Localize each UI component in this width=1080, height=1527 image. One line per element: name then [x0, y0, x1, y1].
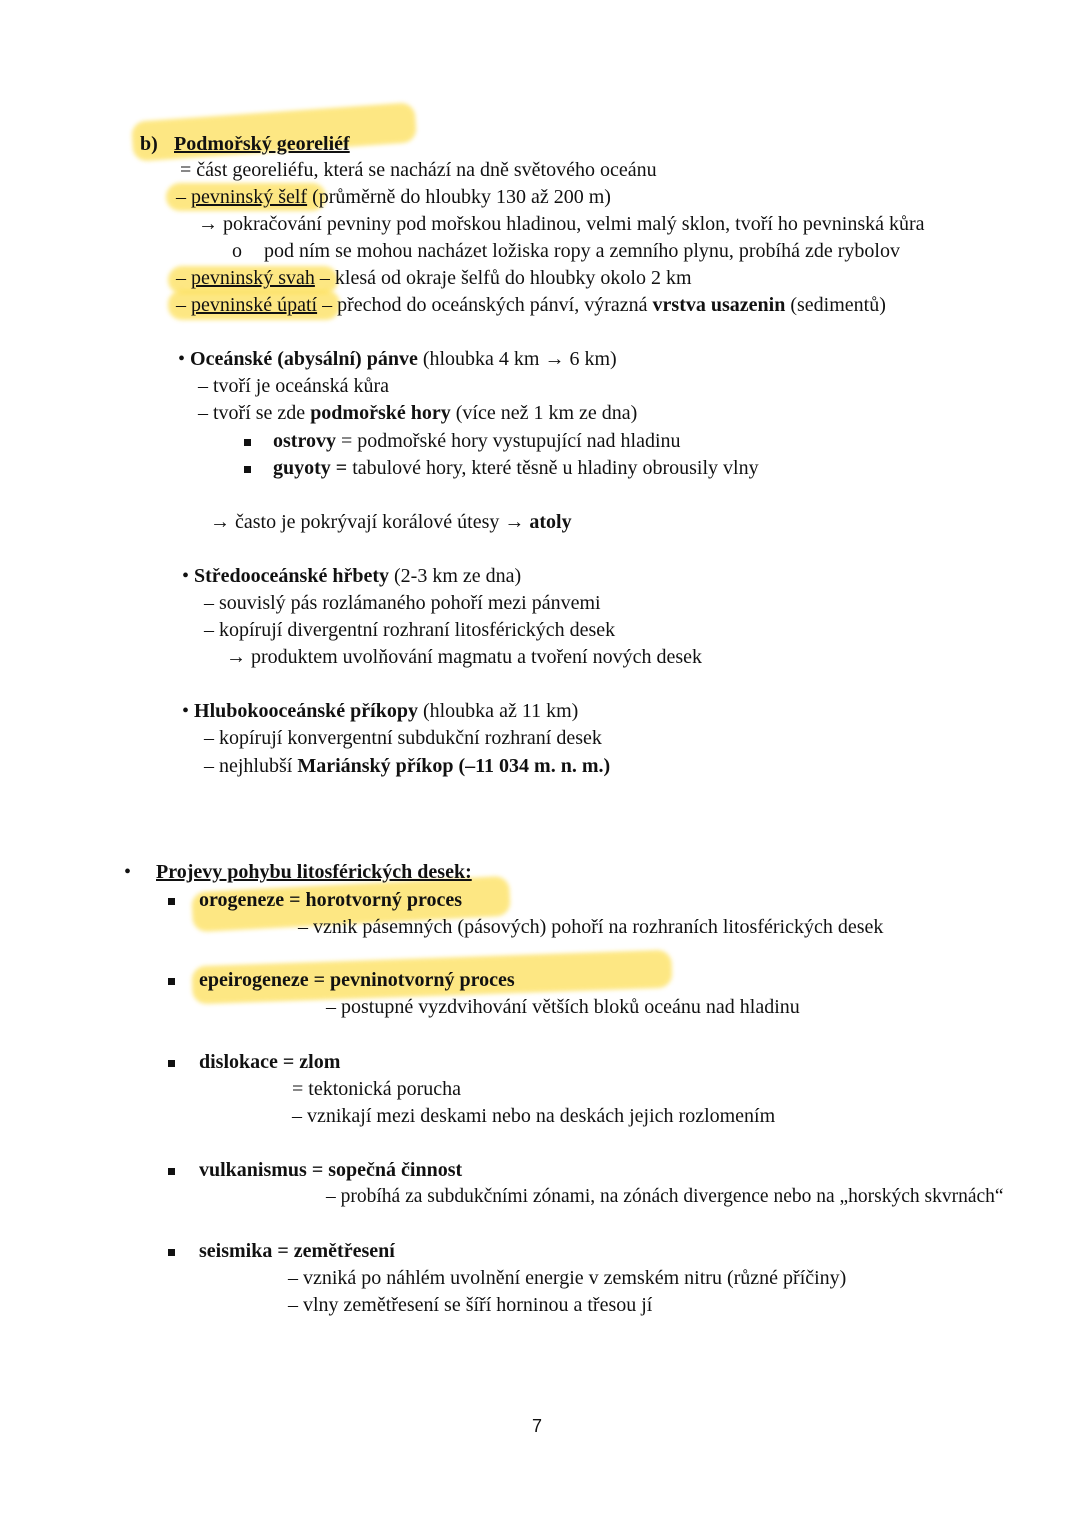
page-number: 7	[532, 1416, 543, 1436]
epeirogeny-line	[168, 968, 515, 992]
plates-bullet: •	[124, 861, 132, 883]
shelf-desc: → pokračování pevniny pod mořskou hladinou, velmi malý sklon, tvoří ho pevninská kůra	[198, 213, 925, 235]
orogeny-line	[168, 888, 462, 912]
volcanism-term: vulkanismus = sopečná činnost	[199, 1159, 463, 1181]
islands-line	[244, 429, 681, 453]
orogeny-term: orogeneze = horotvorný proces	[199, 889, 463, 911]
ridges-line1: – souvislý pás rozlámaného pohoří mezi pánvemi	[204, 592, 601, 614]
rise-end: (sedimentů)	[790, 294, 886, 316]
slope-line: – pevninský svah – klesá od okraje šelfů do hloubky okolo 2 km	[176, 267, 692, 289]
seismic-line	[168, 1239, 395, 1263]
rise-term: pevninské úpatí	[191, 294, 318, 316]
ridges-heading: • Středooceánské hřbety (2-3 km ze dna)	[182, 565, 522, 587]
trenches-line1: – kopírují konvergentní subdukční rozhraní desek	[204, 727, 602, 749]
guyots-desc: tabulové hory, které těsně u hladiny obrousily vlny	[352, 457, 759, 479]
dislocation-line	[168, 1050, 340, 1074]
square-bullet-icon	[244, 439, 251, 446]
basins-line1: – tvoří je oceánská kůra	[198, 375, 390, 397]
islands-term: ostrovy	[273, 430, 336, 452]
volcanism-line	[168, 1158, 462, 1182]
basins-line2	[198, 401, 637, 425]
trenches-line2	[204, 754, 610, 778]
square-bullet-icon	[168, 898, 175, 905]
slope-term: pevninský svah	[191, 267, 315, 289]
ridges-line2: – kopírují divergentní rozhraní litosférických desek	[204, 619, 616, 641]
guyots-line	[244, 456, 759, 480]
epeirogeny-term: epeirogeneze = pevninotvorný proces	[199, 969, 515, 991]
seismic-d1: – vzniká po náhlém uvolnění energie v zemském nitru (různé příčiny)	[288, 1267, 847, 1289]
square-bullet-icon	[168, 1168, 175, 1175]
slope-desc: klesá od okraje šelfů do hloubky okolo 2 km	[334, 267, 692, 289]
dislocation-d2: – vznikají mezi deskami nebo na deskách jejich rozlomením	[292, 1105, 776, 1127]
shelf-term: pevninský šelf	[191, 186, 308, 208]
basins-heading: • Oceánské (abysální) pánve (hloubka 4 km → 6 km)	[178, 348, 617, 370]
atolls-b: atoly	[529, 511, 572, 533]
seismic-d2: – vlny zemětřesení se šíří horninou a třesou jí	[288, 1294, 653, 1316]
orogeny-desc: – vznik pásemných (pásových) pohoří na rozhraních litosférických desek	[298, 916, 884, 938]
ridges-line3: → produktem uvolňování magmatu a tvoření nových desek	[226, 646, 703, 668]
shelf-line: – pevninský šelf (průměrně do hloubky 130 až 200 m)	[176, 186, 611, 208]
basins-l2a: – tvoří se zde	[198, 402, 306, 424]
rise-bold: vrstva usazenin	[652, 294, 786, 316]
square-bullet-icon	[168, 1249, 175, 1256]
shelf-sub: pod ním se mohou nacházet ložiska ropy a zemního plynu, probíhá zde rybolov	[264, 240, 900, 262]
square-bullet-icon	[168, 1060, 175, 1067]
dislocation-d1: = tektonická porucha	[292, 1078, 461, 1100]
basins-l2b: podmořské hory	[310, 402, 451, 424]
shelf-depth: (průměrně do hloubky 130 až 200 m)	[312, 186, 611, 208]
atolls-a: → často je pokrývají korálové útesy →	[210, 511, 525, 533]
trenches-l2a: – nejhlubší	[204, 755, 293, 777]
dislocation-term: dislokace = zlom	[199, 1051, 341, 1073]
basins-title: Oceánské (abysální) pánve	[190, 348, 418, 370]
epeirogeny-desc: – postupné vyzdvihování větších bloků oceánu nad hladinu	[326, 996, 800, 1018]
definition: = část georeliéfu, která se nachází na dně světového oceánu	[180, 159, 657, 181]
trenches-heading: • Hlubokooceánské příkopy (hloubka až 11 km)	[182, 700, 579, 722]
basins-depth: (hloubka 4 km → 6 km)	[422, 348, 617, 370]
basins-l2c: (více než 1 km ze dna)	[455, 402, 638, 424]
islands-desc: = podmořské hory vystupující nad hladinu	[340, 430, 681, 452]
shelf-bullet: o	[232, 240, 242, 262]
section-label: b)	[140, 133, 158, 155]
ridges-title: Středooceánské hřbety	[194, 565, 389, 587]
plates-title: Projevy pohybu litosférických desek:	[156, 861, 472, 883]
section-title: Podmořský georeliéf	[174, 133, 350, 155]
atolls-line	[210, 510, 572, 534]
square-bullet-icon	[168, 978, 175, 985]
seismic-term: seismika = zemětřesení	[199, 1240, 395, 1262]
trenches-title: Hlubokooceánské příkopy	[194, 700, 418, 722]
rise-line: – pevninské úpatí – přechod do oceánských pánví, výrazná vrstva usazenin (sedimentů)	[176, 294, 886, 316]
volcanism-desc: – probíhá za subdukčními zónami, na zónách divergence nebo na „horských skvrnách“	[326, 1186, 1004, 1207]
guyots-term: guyoty =	[273, 457, 348, 479]
trenches-l2b: Mariánský příkop (–11 034 m. n. m.)	[297, 755, 611, 777]
ridges-depth: (2-3 km ze dna)	[394, 565, 522, 587]
rise-desc: – přechod do oceánských pánví, výrazná	[322, 294, 648, 316]
square-bullet-icon	[244, 466, 251, 473]
trenches-depth: (hloubka až 11 km)	[422, 700, 579, 722]
